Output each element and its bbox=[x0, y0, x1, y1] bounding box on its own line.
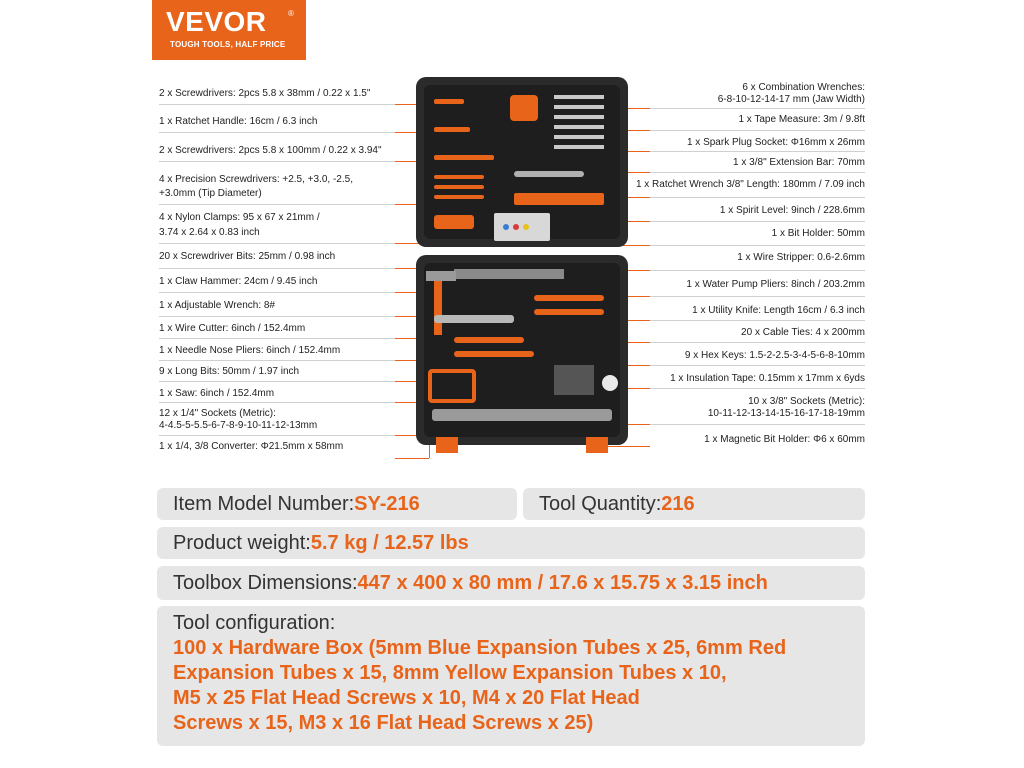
divider bbox=[159, 381, 411, 382]
label-utility-knife: 1 x Utility Knife: Length 16cm / 6.3 inch bbox=[692, 305, 865, 316]
label-tape-measure: 1 x Tape Measure: 3m / 9.8ft bbox=[738, 114, 865, 125]
divider bbox=[634, 342, 865, 343]
brand-registered-mark: ® bbox=[288, 9, 294, 18]
label-screwdriver-bits: 20 x Screwdriver Bits: 25mm / 0.98 inch bbox=[159, 251, 336, 262]
label-converter: 1 x 1/4, 3/8 Converter: Φ21.5mm x 58mm bbox=[159, 441, 344, 452]
product-weight-label: Product weight: bbox=[173, 532, 311, 554]
label-wire-cutter: 1 x Wire Cutter: 6inch / 152.4mm bbox=[159, 323, 306, 334]
product-weight-pill bbox=[157, 527, 865, 559]
label-water-pump-pliers: 1 x Water Pump Pliers: 8inch / 203.2mm bbox=[686, 279, 865, 290]
model-number-pill bbox=[157, 488, 517, 520]
label-ratchet-wrench: 1 x Ratchet Wrench 3/8" Length: 180mm / 7.09 inch bbox=[635, 179, 865, 190]
config-line: M5 x 25 Flat Head Screws x 10, M4 x 20 Flat Head bbox=[173, 687, 640, 709]
label-extension-bar: 1 x 3/8" Extension Bar: 70mm bbox=[733, 157, 865, 168]
tool-configuration-label: Tool configuration: bbox=[173, 612, 336, 634]
divider bbox=[634, 388, 865, 389]
label-claw-hammer: 1 x Claw Hammer: 24cm / 9.45 inch bbox=[159, 276, 318, 287]
label-insulation-tape: 1 x Insulation Tape: 0.15mm x 17mm x 6yds bbox=[670, 373, 865, 384]
divider bbox=[159, 360, 411, 361]
toolbox-dimensions-value: 447 x 400 x 80 mm / 17.6 x 15.75 x 3.15 inch bbox=[357, 572, 768, 594]
vevor-logo bbox=[152, 0, 306, 60]
product-weight-value: 5.7 kg / 12.57 lbs bbox=[310, 532, 469, 554]
divider bbox=[634, 197, 865, 198]
divider bbox=[634, 296, 865, 297]
toolbox-image bbox=[414, 75, 630, 453]
toolbox-dimensions-label: Toolbox Dimensions: bbox=[173, 572, 358, 594]
divider bbox=[159, 243, 411, 244]
label-wire-stripper: 1 x Wire Stripper: 0.6-2.6mm bbox=[737, 252, 865, 263]
label-three-eighths-sockets-sizes: 10-11-12-13-14-15-16-17-18-19mm bbox=[707, 408, 865, 419]
label-nylon-clamps: 4 x Nylon Clamps: 95 x 67 x 21mm / bbox=[159, 212, 320, 223]
label-magnetic-bit-holder: 1 x Magnetic Bit Holder: Φ6 x 60mm bbox=[704, 434, 865, 445]
config-line: Expansion Tubes x 15, 8mm Yellow Expansion Tubes x 10, bbox=[173, 662, 727, 684]
label-three-eighths-sockets: 10 x 3/8" Sockets (Metric): bbox=[748, 396, 865, 407]
label-saw: 1 x Saw: 6inch / 152.4mm bbox=[159, 388, 275, 399]
divider bbox=[159, 316, 411, 317]
label-screwdrivers-long: 2 x Screwdrivers: 2pcs 5.8 x 100mm / 0.22 x 3.94" bbox=[159, 145, 382, 156]
brand-tagline: TOUGH TOOLS, HALF PRICE bbox=[170, 40, 286, 49]
divider bbox=[634, 151, 865, 152]
divider bbox=[634, 320, 865, 321]
divider bbox=[634, 365, 865, 366]
divider bbox=[634, 172, 865, 173]
label-long-bits: 9 x Long Bits: 50mm / 1.97 inch bbox=[159, 366, 300, 377]
tool-quantity-label: Tool Quantity: bbox=[539, 493, 662, 515]
brand-name: VEVOR bbox=[166, 6, 267, 37]
label-needle-nose-pliers: 1 x Needle Nose Pliers: 6inch / 152.4mm bbox=[159, 345, 341, 356]
config-line: Screws x 15, M3 x 16 Flat Head Screws x 25) bbox=[173, 712, 594, 734]
divider bbox=[159, 338, 411, 339]
divider bbox=[159, 104, 411, 105]
label-bit-holder: 1 x Bit Holder: 50mm bbox=[771, 228, 865, 239]
divider bbox=[634, 245, 865, 246]
label-quarter-sockets-sizes: 4-4.5-5-5.5-6-7-8-9-10-11-12-13mm bbox=[159, 420, 318, 431]
label-nylon-clamps-inch: 3.74 x 2.64 x 0.83 inch bbox=[159, 227, 260, 238]
label-precision-screwdrivers: 4 x Precision Screwdrivers: +2.5, +3.0, -2.5, bbox=[159, 174, 353, 185]
model-number-label: Item Model Number: bbox=[173, 493, 355, 515]
label-combination-wrenches-sizes: 6-8-10-12-14-17 mm (Jaw Width) bbox=[717, 94, 865, 105]
divider bbox=[634, 108, 865, 109]
divider bbox=[159, 435, 411, 436]
label-precision-screwdrivers-tip: +3.0mm (Tip Diameter) bbox=[159, 188, 262, 199]
divider bbox=[159, 268, 411, 269]
divider bbox=[159, 132, 411, 133]
divider bbox=[159, 161, 411, 162]
label-screwdrivers-short: 2 x Screwdrivers: 2pcs 5.8 x 38mm / 0.22 x 1.5" bbox=[159, 88, 371, 99]
config-line: 100 x Hardware Box (5mm Blue Expansion Tubes x 25, 6mm Red bbox=[173, 637, 787, 659]
divider bbox=[634, 130, 865, 131]
label-cable-ties: 20 x Cable Ties: 4 x 200mm bbox=[741, 327, 865, 338]
tool-configuration-body bbox=[173, 636, 863, 736]
divider bbox=[159, 402, 411, 403]
divider bbox=[634, 221, 865, 222]
label-quarter-sockets: 12 x 1/4" Sockets (Metric): bbox=[159, 408, 276, 419]
model-number-value: SY-216 bbox=[354, 493, 420, 515]
tool-quantity-pill bbox=[523, 488, 865, 520]
divider bbox=[159, 204, 411, 205]
label-combination-wrenches: 6 x Combination Wrenches: bbox=[742, 82, 865, 93]
divider bbox=[159, 292, 411, 293]
divider bbox=[634, 424, 865, 425]
label-spark-plug-socket: 1 x Spark Plug Socket: Φ16mm x 26mm bbox=[686, 137, 865, 148]
tool-quantity-value: 216 bbox=[661, 493, 695, 515]
label-spirit-level: 1 x Spirit Level: 9inch / 228.6mm bbox=[719, 205, 865, 216]
divider bbox=[634, 270, 865, 271]
toolbox-dimensions-pill bbox=[157, 566, 865, 600]
label-ratchet-handle: 1 x Ratchet Handle: 16cm / 6.3 inch bbox=[159, 116, 318, 127]
leader-line bbox=[395, 458, 429, 459]
label-hex-keys: 9 x Hex Keys: 1.5-2-2.5-3-4-5-6-8-10mm bbox=[684, 350, 865, 361]
label-adjustable-wrench: 1 x Adjustable Wrench: 8# bbox=[159, 300, 275, 311]
